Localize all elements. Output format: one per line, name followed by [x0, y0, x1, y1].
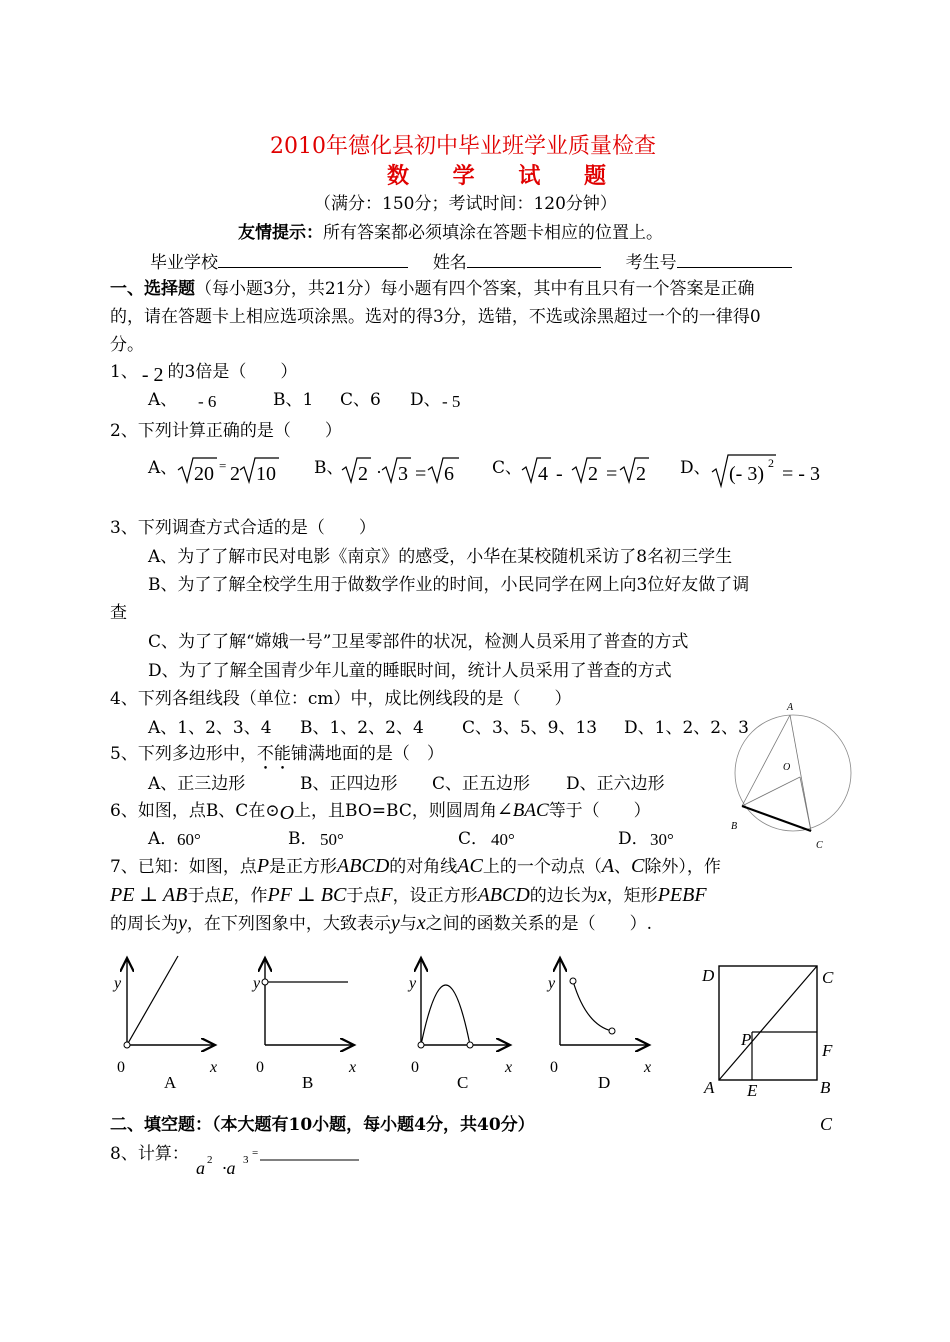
- q4-option-c: C、3、5、9、13: [462, 718, 598, 738]
- svg-text:0: 0: [411, 1059, 419, 1076]
- section1-line1: [110, 278, 754, 300]
- svg-text:y: y: [253, 975, 261, 992]
- q2-option-c-label: C、: [492, 458, 523, 478]
- label-b: B: [731, 821, 738, 832]
- q2-c-eq: =: [606, 463, 618, 485]
- q6-option-b-value: 50°: [320, 830, 344, 849]
- q7-text: 之间的函数关系的是（ ）.: [425, 914, 653, 934]
- square-figure: [701, 966, 834, 1100]
- q6-option-a-label: A．: [148, 829, 178, 849]
- q7-text: 除外），作: [644, 857, 721, 877]
- svg-text:x: x: [644, 1059, 652, 1076]
- diagonal-ac: [719, 966, 817, 1080]
- q7-pe-perp-ab: PE ⊥ AB: [110, 884, 188, 906]
- curve-decreasing: [573, 981, 612, 1031]
- svg-text:F: F: [822, 1041, 833, 1060]
- q1-option-b: B、1: [273, 390, 314, 410]
- question-1: [110, 360, 298, 386]
- graph-d: [546, 958, 651, 1092]
- svg-text:E: E: [747, 1081, 758, 1100]
- q7-text: 于点: [187, 886, 222, 906]
- section1-instructions: （每小题3分，共21分）每小题有四个答案，其中有且只有一个答案是正确: [195, 279, 755, 299]
- q2-formulas: [0, 450, 950, 510]
- q6-option-c-value: 40°: [491, 830, 515, 849]
- radius-ob: [742, 777, 800, 806]
- q2-a-radicand: 20: [194, 463, 214, 485]
- graph-b-label: B: [302, 1073, 314, 1092]
- svg-text:0: 0: [550, 1059, 558, 1076]
- svg-text:x: x: [210, 1059, 218, 1076]
- q2-b-r2: 3: [398, 463, 408, 485]
- q5-option-d: D、正六边形: [566, 774, 665, 794]
- q8-expression: [192, 1140, 392, 1180]
- q2-b-r1: 2: [358, 463, 368, 485]
- section2-heading: 二、填空题：（本大题有10小题，每小题4分，共40分）: [110, 1115, 535, 1135]
- q7-var-x: x: [597, 884, 607, 906]
- svg-text:·a: ·a: [222, 1158, 236, 1178]
- q6-option-c-label: C．: [458, 829, 489, 849]
- q1-option-a-value: - 6: [198, 392, 217, 411]
- name-label: 姓名: [432, 253, 467, 273]
- question-7-line1: [110, 855, 721, 878]
- q4-option-a: A、1、2、3、4: [148, 718, 272, 738]
- q7-var-y: y: [178, 912, 187, 934]
- q2-d-base: (- 3): [729, 463, 764, 485]
- q7-text: 的边长为: [529, 886, 598, 906]
- q1-text: 的3倍是（ ）: [167, 362, 298, 382]
- q2-d-exp: 2: [768, 456, 774, 470]
- q2-d-result: = - 3: [782, 463, 820, 485]
- section1-line3: 分。: [110, 335, 144, 355]
- label-a: A: [787, 702, 794, 713]
- svg-text:B: B: [820, 1078, 831, 1097]
- curve-line: [127, 956, 178, 1045]
- graph-c: [407, 958, 512, 1092]
- section1-heading: 一、选择题: [110, 279, 195, 299]
- question-3: 3、下列调查方式合适的是（ ）: [110, 518, 376, 538]
- school-field[interactable]: [218, 250, 408, 268]
- question-7-line2: [110, 884, 707, 907]
- question-5: [110, 743, 444, 774]
- q4-option-b: B、1、2、2、4: [300, 718, 424, 738]
- name-field[interactable]: [467, 250, 601, 268]
- exam-number-field[interactable]: [677, 250, 792, 268]
- graph-c-label: C: [457, 1073, 469, 1092]
- q7-var-p: P: [256, 855, 270, 877]
- q2-c-r3: 2: [636, 463, 646, 485]
- section1-line2: 的，请在答题卡上相应选项涂黑。选对的得3分，选错，不选或涂黑超过一个的一律得0: [110, 307, 761, 327]
- q2-option-b-label: B、: [314, 458, 344, 478]
- q7-var-c: C: [631, 855, 645, 877]
- q6-option-b-label: B．: [288, 829, 318, 849]
- svg-text:=: =: [252, 1147, 259, 1159]
- svg-text:A: A: [704, 1078, 715, 1097]
- q4-option-d: D、1、2、2、3: [624, 718, 749, 738]
- graph-a-label: A: [164, 1073, 177, 1092]
- q1-option-a-label: A、: [148, 390, 178, 410]
- q1-number: 1、: [110, 362, 138, 382]
- q7-var-e: E: [221, 884, 234, 906]
- q2-b-eq: =: [415, 463, 427, 485]
- q7-text: ，设正方形: [392, 886, 478, 906]
- q7-var-y: y: [390, 912, 400, 934]
- q5-option-a: A、正三边形: [148, 774, 246, 794]
- q7-text: ，在下列图象中，大致表示: [186, 914, 391, 934]
- q2-c-r1: 4: [538, 463, 548, 485]
- svg-text:D: D: [702, 966, 715, 985]
- q7-var-f: F: [380, 884, 393, 906]
- svg-text:0: 0: [256, 1059, 264, 1076]
- graph-b: [251, 958, 356, 1092]
- q3-option-d: D、为了了解全国青少年儿童的睡眠时间，统计人员采用了普查的方式: [148, 661, 672, 681]
- q7-text: 的对角线: [389, 857, 458, 877]
- q2-c-minus: -: [556, 463, 563, 485]
- q7-text: 是正方形: [269, 857, 338, 877]
- q2-option-d-label: D、: [680, 458, 711, 478]
- q7-pf-perp-bc: PF ⊥ BC: [267, 884, 347, 906]
- q7-text: ，作: [233, 886, 268, 906]
- q5-option-b: B、正四边形: [300, 774, 398, 794]
- graph-d-label: D: [598, 1073, 611, 1092]
- svg-text:x: x: [505, 1059, 513, 1076]
- svg-text:y: y: [548, 975, 556, 992]
- q3-option-a: A、为了了解市民对电影《南京》的感受，小华在某校随机采访了8名初三学生: [148, 547, 733, 567]
- q7-text: 上的一个动点（: [482, 857, 602, 877]
- svg-text:0: 0: [117, 1059, 125, 1076]
- svg-text:y: y: [409, 975, 417, 992]
- question-2: 2、下列计算正确的是（ ）: [110, 421, 342, 441]
- svg-text:P: P: [741, 1030, 752, 1049]
- chord-ab: [742, 715, 790, 806]
- q2-a-radicand2: 10: [256, 463, 276, 485]
- q7-var-ac: AC: [457, 855, 483, 877]
- exam-subtitle: 数 学 试 题: [387, 163, 624, 189]
- exam-number-label: 考生号: [625, 253, 677, 273]
- q1-option-c: C、6: [340, 390, 381, 410]
- label-o: O: [783, 762, 791, 773]
- curve-parabola: [421, 985, 470, 1045]
- q6-option-d-value: 30°: [650, 830, 674, 849]
- q6-option-d-label: D．: [618, 829, 649, 849]
- friendly-tip: [238, 222, 663, 244]
- q3-option-b-cont: 查: [110, 603, 127, 623]
- exam-title: 2010年德化县初中毕业班学业质量检查: [270, 134, 656, 159]
- svg-text:C: C: [822, 968, 834, 987]
- q6-option-a-value: 60°: [177, 830, 201, 849]
- q1-option-d-label: D、: [410, 390, 441, 410]
- q2-option-a-label: A、: [148, 458, 178, 478]
- student-info-line: [150, 250, 792, 274]
- q6-circle-figure: [728, 698, 858, 851]
- svg-text:2: 2: [207, 1154, 213, 1166]
- q1-option-d-value: - 5: [442, 392, 461, 411]
- q5-text-pre: 5、下列多边形中，: [110, 744, 257, 764]
- q6-pre: 6、如图，点B、C在⊙: [110, 801, 280, 821]
- graph-a: [112, 956, 217, 1092]
- q1-expression: - 2: [141, 364, 164, 386]
- q5-emphasis: 不能: [256, 744, 291, 764]
- q7-var-abcd: ABCD: [337, 855, 390, 877]
- q7-text: 7、已知：如图，点: [110, 857, 257, 877]
- q7-text: ，矩形: [606, 886, 658, 906]
- q6-post: 等于（ ）: [548, 801, 651, 821]
- svg-text:a: a: [196, 1158, 205, 1178]
- school-label: 毕业学校: [150, 253, 218, 273]
- radius-oc: [800, 777, 811, 831]
- label-c: C: [816, 840, 823, 851]
- q2-a-coef: 2: [230, 463, 240, 485]
- tip-text: 所有答案都必须填涂在答题卡相应的位置上。: [323, 223, 663, 243]
- q7-graphs: [0, 950, 950, 1110]
- svg-text:3: 3: [243, 1154, 249, 1166]
- score-info: （满分：150分；考试时间：120分钟）: [314, 194, 617, 214]
- q7-text: 与: [399, 914, 417, 934]
- q7-text: 、: [614, 857, 632, 877]
- tip-label: 友情提示：: [238, 223, 323, 243]
- q2-c-r2: 2: [588, 463, 598, 485]
- svg-text:y: y: [114, 975, 122, 992]
- q7-var-x: x: [416, 912, 426, 934]
- q6-circle-o: O: [279, 802, 295, 824]
- q2-a-equals: =: [219, 458, 227, 473]
- q5-option-c: C、正五边形: [432, 774, 531, 794]
- section2-right-label: C: [820, 1114, 833, 1134]
- q7-text: 于点: [346, 886, 381, 906]
- q3-option-b: B、为了了解全校学生用于做数学作业的时间，小民同学在网上向3位好友做了调: [148, 575, 750, 595]
- q6-mid: 上，且BO=BC，则圆周角: [294, 801, 497, 821]
- question-6: [110, 799, 651, 822]
- q5-text-post: 铺满地面的是（ ）: [290, 744, 444, 764]
- q2-b-dot: ·: [376, 462, 382, 482]
- q7-var-pebf: PEBF: [657, 884, 707, 906]
- q6-angle: ∠BAC: [496, 800, 549, 821]
- chord-bc: [742, 806, 811, 831]
- q7-var-abcd: ABCD: [477, 884, 530, 906]
- q7-var-a: A: [601, 855, 615, 877]
- q7-text: 的周长为: [110, 914, 178, 934]
- q2-b-r3: 6: [444, 463, 454, 485]
- question-8: 8、计算：: [110, 1144, 189, 1164]
- question-7-line3: [110, 912, 652, 935]
- question-4: 4、下列各组线段（单位：cm）中，成比例线段的是（ ）: [110, 689, 572, 709]
- q3-option-c: C、为了了解“嫦娥一号”卫星零部件的状况，检测人员采用了普查的方式: [148, 632, 689, 652]
- svg-text:x: x: [349, 1059, 357, 1076]
